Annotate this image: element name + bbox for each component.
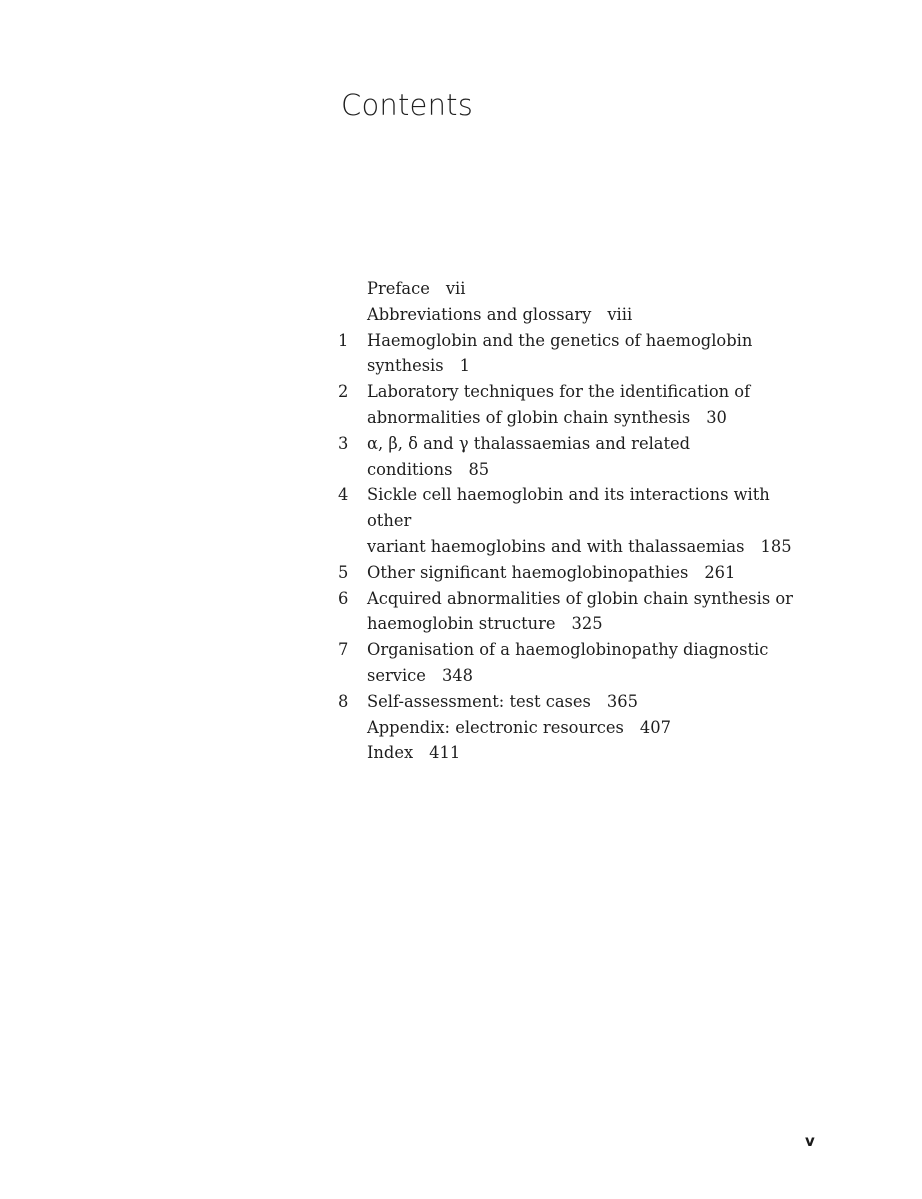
toc-page-number: 348 bbox=[441, 665, 474, 685]
toc-page-number: 185 bbox=[760, 536, 792, 556]
toc-chapter-number: 2 bbox=[338, 382, 349, 402]
toc-page-number: 85 bbox=[468, 459, 490, 479]
toc-entry[interactable] bbox=[338, 586, 798, 638]
toc-chapter-number: 1 bbox=[338, 330, 349, 350]
toc-entry-text bbox=[367, 586, 798, 638]
toc-entry[interactable] bbox=[338, 560, 798, 586]
toc-chapter-number bbox=[338, 715, 367, 741]
toc-entry-text bbox=[367, 379, 798, 431]
toc-title-line: Acquired abnormalities of globin chain synthesis or bbox=[367, 588, 793, 608]
toc-page-number: 261 bbox=[704, 562, 736, 582]
toc-title-line: α, β, δ and γ thalassaemias and related conditions bbox=[367, 433, 691, 479]
toc-entry-text bbox=[367, 328, 798, 380]
toc-entry[interactable] bbox=[338, 302, 798, 328]
toc-entry[interactable] bbox=[338, 740, 798, 766]
toc-title-line: Laboratory techniques for the identification of bbox=[367, 382, 751, 402]
toc-page-number: vii bbox=[445, 279, 466, 298]
toc-title-line: Other significant haemoglobinopathies bbox=[367, 562, 689, 582]
toc-title-line: abnormalities of globin chain synthesis bbox=[367, 407, 691, 427]
toc-page-number: 365 bbox=[606, 691, 638, 711]
page-title: Contents bbox=[341, 88, 474, 122]
toc-title-line: variant haemoglobins and with thalassaemias bbox=[367, 536, 745, 556]
toc-page-number: viii bbox=[607, 304, 633, 324]
toc-entry-text bbox=[367, 740, 798, 766]
toc-chapter-number: 7 bbox=[338, 640, 349, 660]
toc-entry-text bbox=[367, 560, 798, 586]
toc-entry[interactable] bbox=[338, 637, 798, 689]
toc-title-line: haemoglobin structure bbox=[367, 614, 556, 634]
toc-title-line: Preface bbox=[367, 279, 430, 298]
table-of-contents bbox=[338, 276, 798, 766]
toc-page-number: 1 bbox=[459, 356, 470, 376]
toc-page-number: 411 bbox=[429, 743, 461, 763]
toc-title-line: Appendix: electronic resources bbox=[367, 717, 624, 737]
toc-entry[interactable] bbox=[338, 431, 798, 483]
toc-title-line: Abbreviations and glossary bbox=[367, 304, 592, 324]
toc-chapter-number: 3 bbox=[338, 433, 349, 453]
toc-chapter-number bbox=[338, 302, 367, 328]
toc-title-line: service bbox=[367, 665, 426, 685]
toc-page-number: 30 bbox=[706, 407, 727, 427]
toc-entry[interactable] bbox=[338, 689, 798, 715]
toc-page-number: 407 bbox=[639, 717, 671, 737]
toc-entry[interactable] bbox=[338, 379, 798, 431]
toc-chapter-number bbox=[338, 276, 367, 302]
toc-entry-text bbox=[367, 482, 798, 559]
toc-entry-text bbox=[367, 715, 798, 741]
toc-page-number: 325 bbox=[571, 614, 603, 634]
toc-entry[interactable] bbox=[338, 276, 798, 302]
toc-title-line: Self-assessment: test cases bbox=[367, 691, 591, 711]
toc-chapter-number: 5 bbox=[338, 562, 349, 582]
toc-chapter-number: 6 bbox=[338, 588, 349, 608]
toc-title-line: Index bbox=[367, 743, 414, 763]
toc-title-line: Haemoglobin and the genetics of haemoglobin bbox=[367, 330, 753, 350]
toc-entry-text bbox=[367, 276, 798, 302]
toc-entry-text bbox=[367, 431, 798, 483]
toc-entry-text bbox=[367, 302, 798, 328]
toc-chapter-number: 4 bbox=[338, 485, 349, 505]
page-number: v bbox=[805, 1132, 815, 1150]
toc-entry-text bbox=[367, 637, 798, 689]
toc-title-line: Organisation of a haemoglobinopathy diagnostic bbox=[367, 640, 769, 660]
toc-entry[interactable] bbox=[338, 715, 798, 741]
toc-title-line: Sickle cell haemoglobin and its interactions with other bbox=[367, 485, 770, 531]
toc-entry[interactable] bbox=[338, 482, 798, 559]
toc-entry-text bbox=[367, 689, 798, 715]
toc-chapter-number bbox=[338, 740, 367, 766]
toc-entry[interactable] bbox=[338, 328, 798, 380]
toc-chapter-number: 8 bbox=[338, 691, 349, 711]
toc-title-line: synthesis bbox=[367, 356, 444, 376]
